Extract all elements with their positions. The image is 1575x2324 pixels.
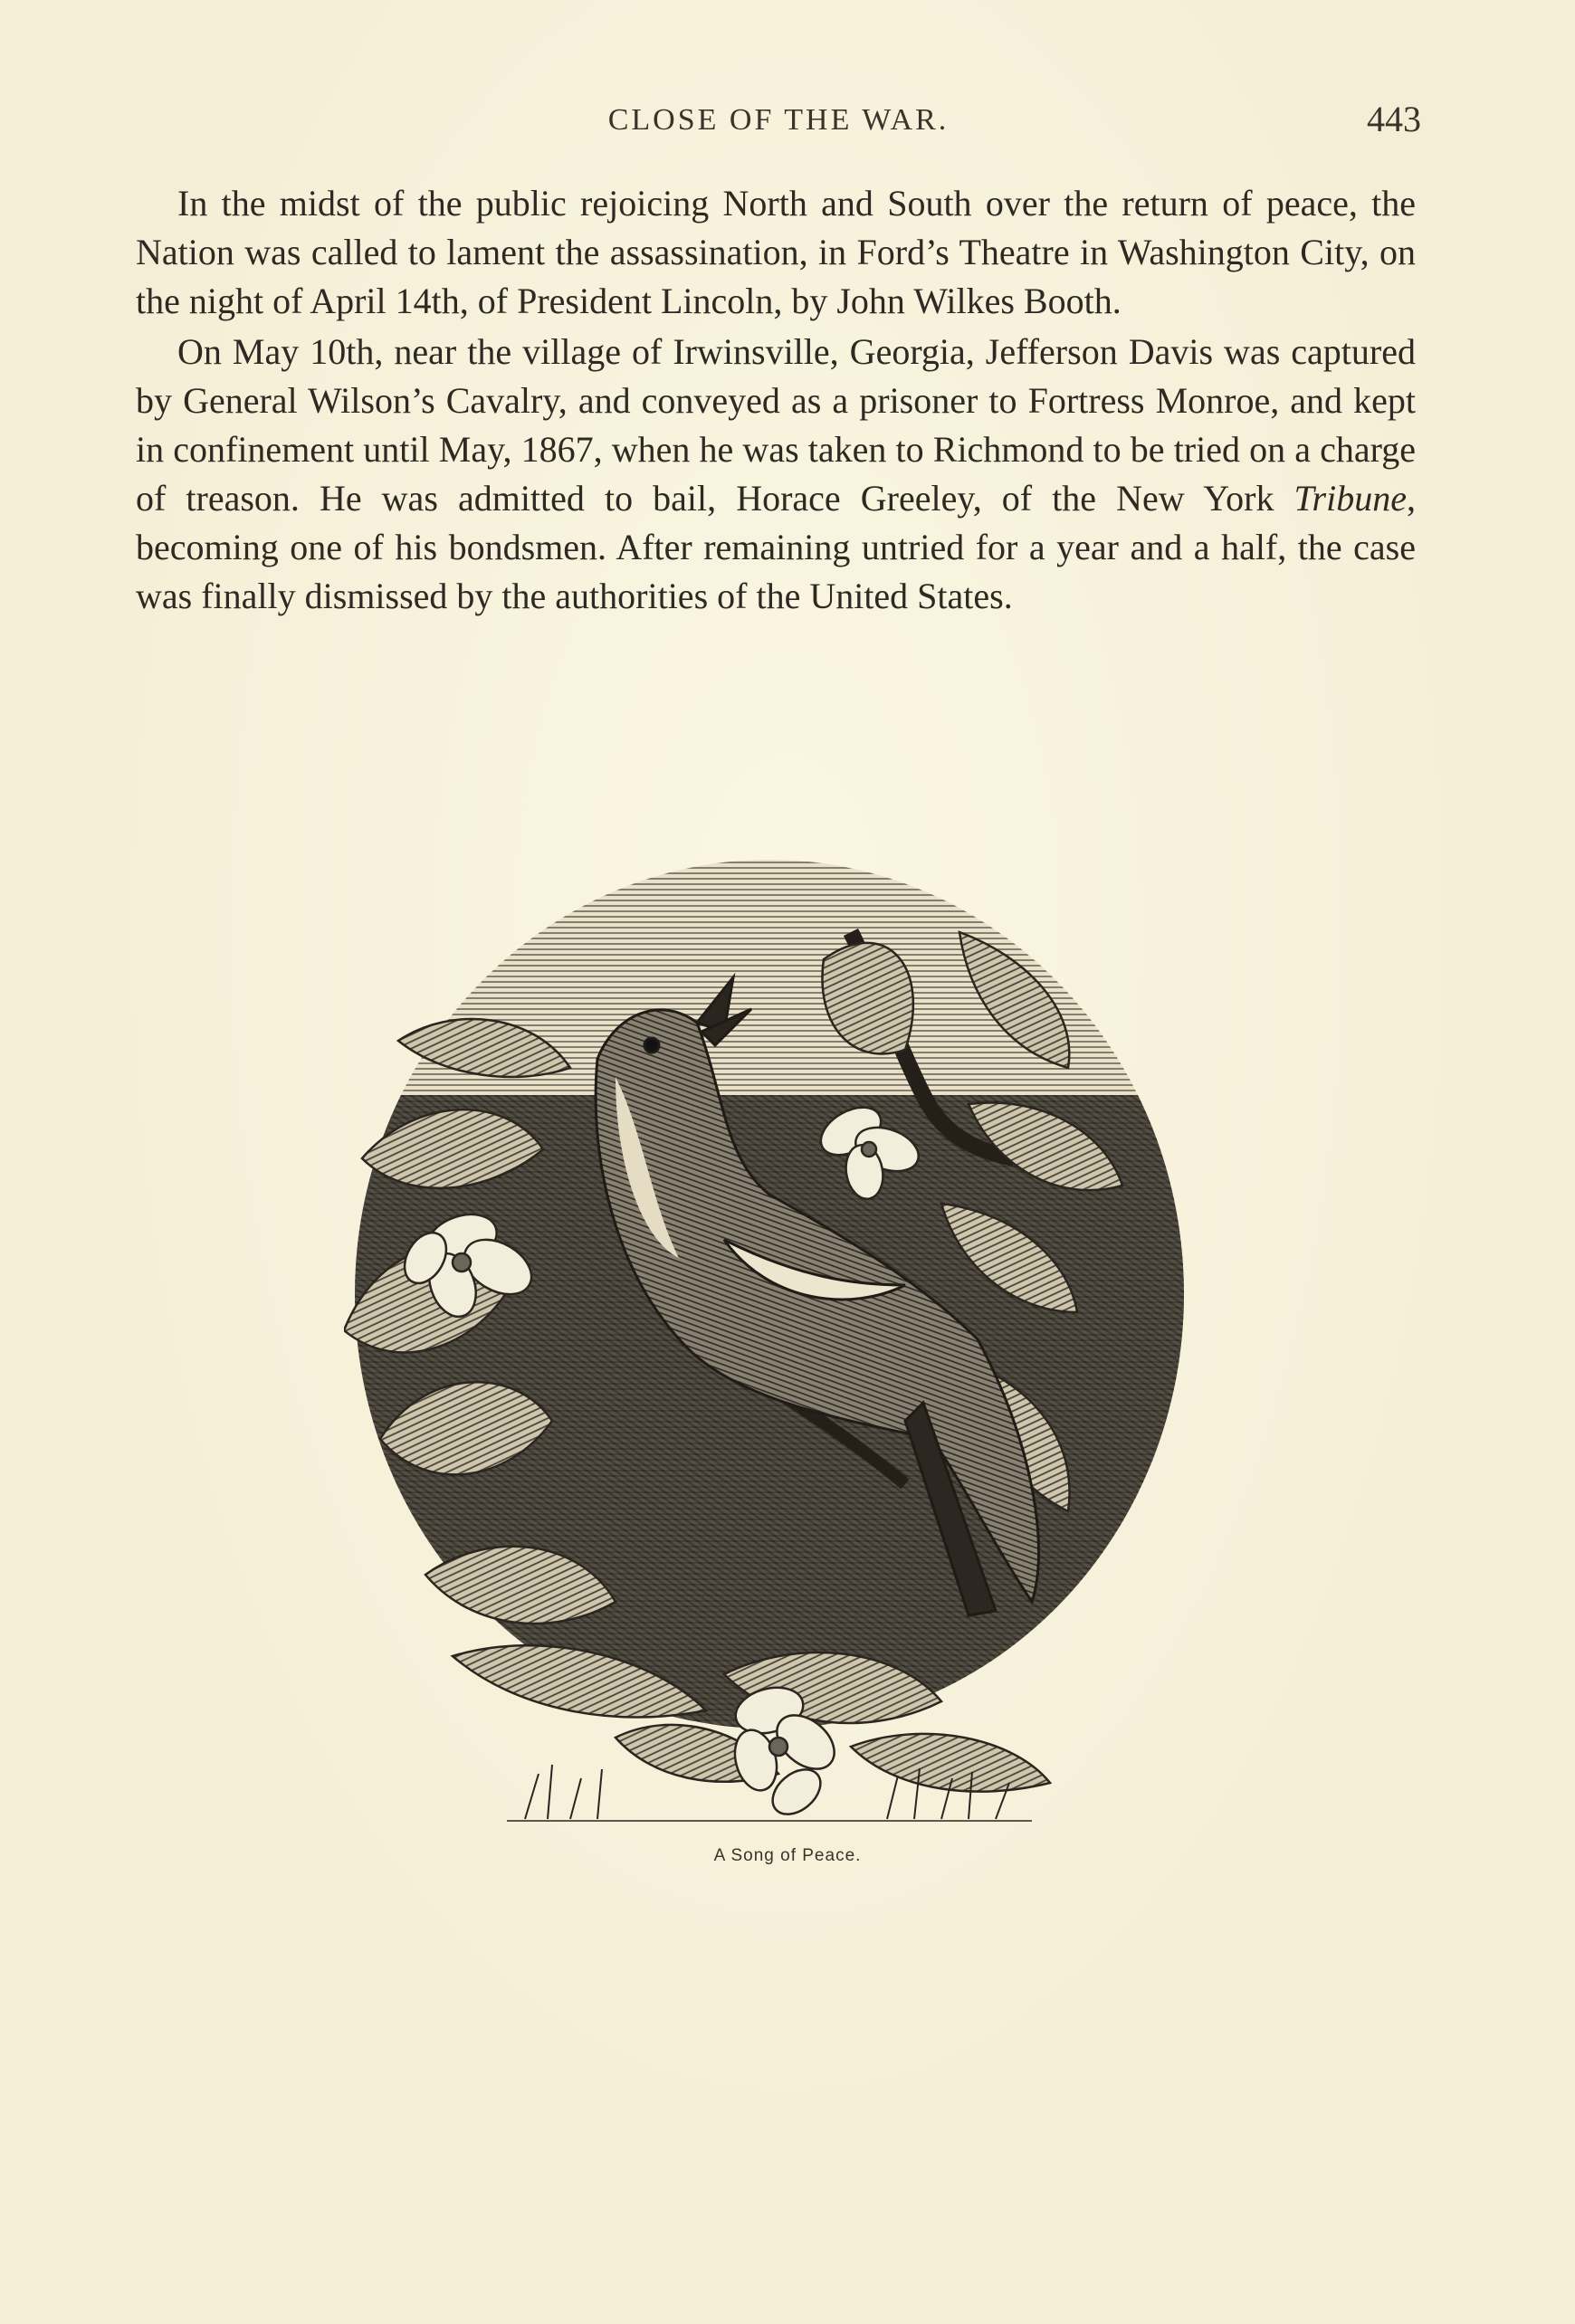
page-number: 443 <box>1367 99 1421 139</box>
newspaper-title: Tribune <box>1293 478 1407 519</box>
paragraph-lincoln: In the midst of the public rejoicing North and South over the return of peace, the Nation was called to lament the assassination, in Ford’s Theatre in Washington City, on the night of April 14th, of President Lincoln, by John Wilkes Booth. <box>136 183 1416 321</box>
body-text <box>136 179 1416 623</box>
engraving-bird-illustration <box>344 860 1204 1837</box>
engraving-svg <box>344 860 1204 1837</box>
paragraph-davis <box>136 328 1416 621</box>
running-title: CLOSE OF THE WAR. <box>607 103 950 137</box>
figure-caption: A Song of Peace. <box>713 1846 862 1865</box>
running-head <box>136 98 1421 143</box>
paragraph-davis-part1: On May 10th, near the village of Irwinsville, Georgia, Jefferson Davis was captured by General Wilson’s Cavalry, and conveyed as a prisoner to Fortress Monroe, and kept in confinement until May, 1867, when he was taken to Richmond to be tried on a charge of treason. He was admitted to bail, Horace Greeley, of the New York <box>136 331 1416 519</box>
paragraph-davis-part2: , becoming one of his bondsmen. After remaining untried for a year and a half, the case was finally dismissed by the authorities of the United States. <box>136 478 1416 616</box>
bird-eye <box>644 1038 659 1052</box>
